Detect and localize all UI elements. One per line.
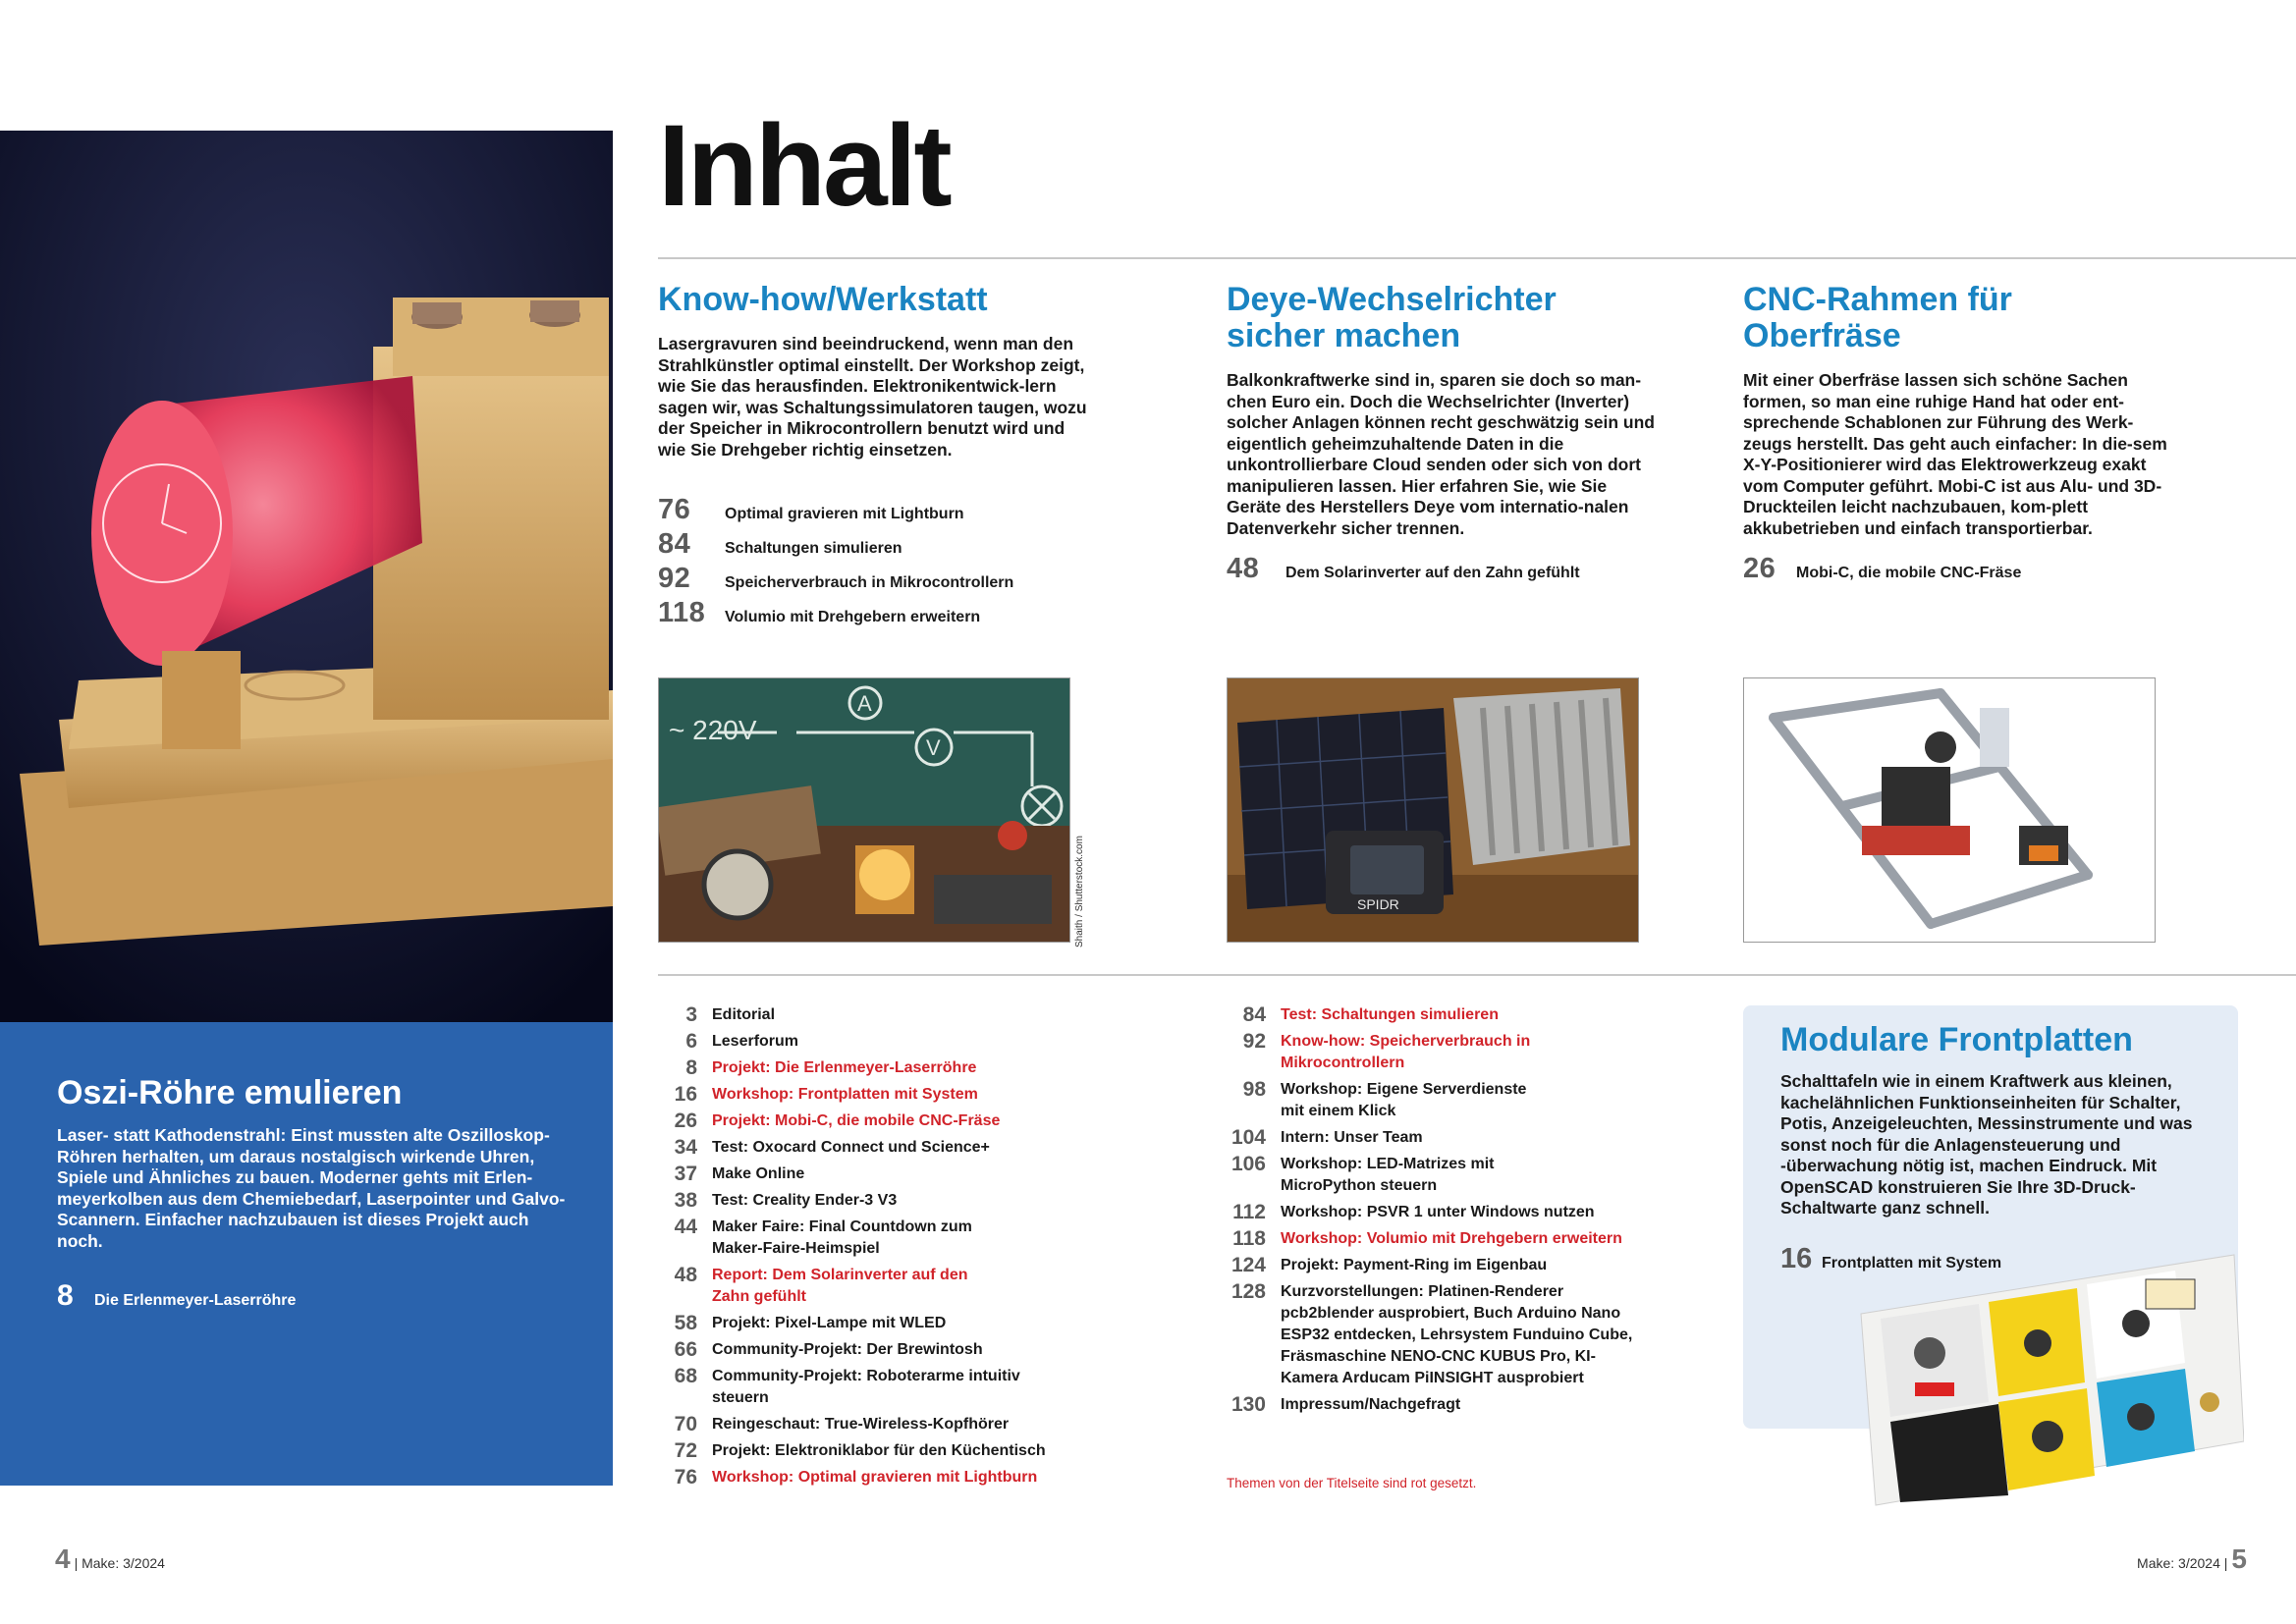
photo-front-panel [1851, 1245, 2244, 1512]
toc-row[interactable] [658, 1164, 1085, 1190]
ref-label: Schaltungen simulieren [725, 540, 902, 557]
toc-text: Projekt: Mobi-C, die mobile CNC-Fräse [712, 1112, 1001, 1129]
toc-row[interactable] [658, 1084, 1085, 1110]
chalk-ammeter: A [857, 691, 872, 716]
toc-text: Report: Dem Solarinverter auf den Zahn gefühlt [712, 1267, 968, 1305]
toc-page: 66 [674, 1338, 697, 1361]
toc-text: Intern: Unser Team [1281, 1129, 1423, 1146]
ref-page: 76 [658, 494, 691, 525]
toc-page: 68 [674, 1365, 697, 1387]
ref-page: 48 [1227, 553, 1260, 584]
toc-text: Community-Projekt: Der Brewintosh [712, 1341, 983, 1358]
section-divider [658, 974, 2296, 976]
toc-page: 3 [685, 1003, 697, 1026]
column-refs [1743, 553, 2175, 587]
column-cnc [1743, 282, 2175, 587]
modular-ref-label: Frontplatten mit System [1822, 1254, 2002, 1272]
toc-page: 76 [674, 1466, 697, 1489]
toc-text: Community-Projekt: Roboterarme intuitiv steuern [712, 1368, 1020, 1406]
toc-row[interactable] [658, 1137, 1085, 1164]
title-topics-note: Themen von der Titelseite sind rot gesetzt. [1227, 1476, 1477, 1490]
toc-page: 37 [674, 1163, 697, 1185]
toc-text: Reingeschaut: True-Wireless-Kopfhörer [712, 1416, 1010, 1433]
toc-text: Workshop: Volumio mit Drehgebern erweitern [1281, 1230, 1622, 1247]
modular-ref-page: 16 [1780, 1242, 1813, 1274]
page-ref[interactable] [1227, 553, 1659, 587]
toc-page: 72 [674, 1439, 697, 1462]
toc-row[interactable] [1227, 1154, 1654, 1202]
toc-page: 44 [674, 1216, 697, 1238]
ref-label: Optimal gravieren mit Lightburn [725, 506, 964, 522]
toc-page: 84 [1242, 1003, 1266, 1026]
footer-left [55, 1543, 165, 1575]
toc-text: Workshop: Frontplatten mit System [712, 1086, 978, 1103]
hero-page-ref[interactable] [57, 1279, 558, 1313]
toc-row[interactable] [658, 1190, 1085, 1217]
hero-teaser-box [0, 1022, 613, 1486]
column-heading: Know-how/Werkstatt [658, 281, 988, 318]
page-title: Inhalt [658, 101, 950, 231]
column-deye [1227, 282, 1659, 587]
toc-row[interactable] [658, 1057, 1085, 1084]
toc-page: 106 [1230, 1153, 1266, 1175]
toc-row[interactable] [1227, 1202, 1654, 1228]
toc-row[interactable] [658, 1366, 1085, 1414]
toc-text: Impressum/Nachgefragt [1281, 1396, 1461, 1413]
toc-row[interactable] [1227, 1127, 1654, 1154]
toc-text: Workshop: Optimal gravieren mit Lightburn [712, 1469, 1038, 1486]
hero-ref-label: Die Erlenmeyer-Laserröhre [94, 1292, 297, 1310]
column-text: Mit einer Oberfräse lassen sich schöne Sachen formen, so man eine ruhige Hand hat oder ent-sprechende Schablonen zur Führung des Werk-zeugs herstellt. Das geht auch einfacher: In die-sem X-Y-Positionierer wird das Elektrowerkzeug exakt vom Computer geführt. Mobi-C ist aus Alu- und 3D-Druckteilen leicht nachzubauen, kom-plett akkubetrieben und einfach transportierbar. [1743, 370, 2167, 538]
ref-page: 26 [1743, 553, 1777, 584]
toc-text: Workshop: LED-Matrizes mit MicroPython steuern [1281, 1156, 1495, 1194]
toc-page: 70 [674, 1413, 697, 1435]
toc-page: 6 [685, 1030, 697, 1053]
ref-label: Speicherverbrauch in Mikrocontrollern [725, 574, 1014, 591]
toc-page: 34 [674, 1136, 697, 1159]
toc-text: Know-how: Speicherverbrauch in Mikrocontrollern [1281, 1033, 1531, 1071]
ref-label: Mobi-C, die mobile CNC-Fräse [1796, 565, 2022, 581]
toc-text: Test: Schaltungen simulieren [1281, 1006, 1499, 1023]
column-refs [658, 494, 1090, 631]
toc-row[interactable] [658, 1110, 1085, 1137]
device-label: SPIDR [1357, 896, 1399, 912]
toc-text: Kurzvorstellungen: Platinen-Renderer pcb2blender ausprobiert, Buch Arduino Nano ESP32 entdecken, Lehrsystem Funduino Cube, Fräsmaschine NENO-CNC KUBUS Pro, KI-Kamera Arducam PiINSIGHT ausprobiert [1281, 1283, 1633, 1386]
page-ref[interactable] [658, 563, 1090, 597]
toc-text: Workshop: Eigene Serverdienste mit einem Klick [1281, 1081, 1527, 1119]
toc-page: 58 [674, 1312, 697, 1334]
toc-row[interactable] [1227, 1228, 1654, 1255]
toc-text: Test: Oxocard Connect und Science+ [712, 1139, 990, 1156]
toc-text: Projekt: Elektroniklabor für den Küchentisch [712, 1442, 1046, 1459]
photo-cnc-frame [1743, 677, 2156, 943]
toc-page: 38 [674, 1189, 697, 1212]
toc-left [658, 1004, 1085, 1493]
toc-text: Workshop: PSVR 1 unter Windows nutzen [1281, 1204, 1595, 1220]
toc-page: 112 [1232, 1201, 1266, 1223]
ref-page: 92 [658, 563, 691, 594]
toc-row[interactable] [658, 1031, 1085, 1057]
toc-row[interactable] [1227, 1079, 1654, 1127]
column-refs [1227, 553, 1659, 587]
hero-ref-page: 8 [57, 1279, 74, 1313]
photo-circuit-chalkboard [658, 677, 1070, 943]
toc-text: Make Online [712, 1165, 805, 1182]
toc-page: 16 [674, 1083, 697, 1106]
toc-page: 26 [674, 1110, 697, 1132]
page-ref[interactable] [658, 597, 1090, 631]
toc-row[interactable] [658, 1414, 1085, 1440]
toc-page: 104 [1230, 1126, 1266, 1149]
column-know-how [658, 282, 1090, 631]
toc-row[interactable] [1227, 1394, 1654, 1421]
toc-row[interactable] [1227, 1255, 1654, 1281]
ref-label: Volumio mit Drehgebern erweitern [725, 609, 981, 625]
toc-text: Projekt: Pixel-Lampe mit WLED [712, 1315, 947, 1331]
photo-credit-text: Shaith / Shutterstock.com [1074, 836, 1085, 947]
chalk-voltmeter: V [926, 735, 941, 760]
title-divider [658, 257, 2296, 259]
toc-right [1227, 1004, 1654, 1421]
toc-text: Projekt: Die Erlenmeyer-Laserröhre [712, 1059, 977, 1076]
modular-heading: Modulare Frontplatten [1780, 1021, 2133, 1058]
chalk-voltage: ~ 220V [669, 715, 757, 745]
footer-right-issue: Make: 3/2024 | [2137, 1555, 2228, 1571]
hero-photo [0, 131, 613, 1022]
modular-text: Schalttafeln wie in einem Kraftwerk aus kleinen, kachelähnlichen Funktionseinheiten für Schalter, Potis, Anzeigeleuchten, Messinstrumente und was sonst noch für die Anlagensteuerung und -überwachung nötig ist, machen Eindruck. Mit OpenSCAD konstruieren Sie Ihre 3D-Druck-Schaltwarte ganz schnell. [1780, 1071, 2193, 1218]
toc-page: 130 [1230, 1393, 1266, 1416]
toc-page: 92 [1242, 1030, 1266, 1053]
toc-text: Test: Creality Ender-3 V3 [712, 1192, 898, 1209]
photo-solar-inverter [1227, 677, 1639, 943]
ref-page: 84 [658, 528, 691, 560]
toc-page: 124 [1230, 1254, 1266, 1276]
page-ref[interactable] [658, 494, 1090, 528]
column-heading: Deye-Wechselrichter sicher machen [1227, 281, 1557, 354]
toc-text: Leserforum [712, 1033, 799, 1050]
column-text: Balkonkraftwerke sind in, sparen sie doch so man-chen Euro ein. Doch die Wechselrichter (Inverter) solcher Anlagen können recht geschwätzig sein und eigentlich geheimzuhaltende Daten in die unkontrollierbare Cloud senden oder sich von dort manipulieren lassen. Hier erfahren Sie, wie Sie Geräte des Herstellers Deye vom internatio-nalen Datenverkehr sicher trennen. [1227, 370, 1655, 538]
footer-right-page: 5 [2231, 1543, 2247, 1574]
toc-row[interactable] [658, 1339, 1085, 1366]
toc-row[interactable] [658, 1217, 1085, 1265]
toc-row[interactable] [658, 1265, 1085, 1313]
toc-text: Projekt: Payment-Ring im Eigenbau [1281, 1257, 1548, 1273]
toc-row[interactable] [658, 1440, 1085, 1467]
toc-row[interactable] [658, 1004, 1085, 1031]
hero-heading: Oszi-Röhre emulieren [57, 1074, 403, 1111]
ref-label: Dem Solarinverter auf den Zahn gefühlt [1285, 565, 1580, 581]
toc-row[interactable] [658, 1313, 1085, 1339]
column-heading: CNC-Rahmen für Oberfräse [1743, 281, 2012, 354]
footer-right [2137, 1543, 2247, 1575]
toc-page: 128 [1230, 1280, 1266, 1303]
footer-left-page: 4 [55, 1543, 71, 1574]
column-text: Lasergravuren sind beeindruckend, wenn man den Strahlkünstler optimal einstellt. Der Workshop zeigt, wie Sie das herausfinden. Elektronikentwick-lern sagen wir, was Schaltungssimulatoren taugen, wozu der Speicher in Mikrocontrollern benutzt wird und wie Sie Drehgeber richtig einsetzen. [658, 334, 1087, 460]
page-ref[interactable] [1743, 553, 2175, 587]
toc-page: 118 [1232, 1227, 1266, 1250]
toc-row[interactable] [1227, 1004, 1654, 1031]
toc-page: 8 [685, 1056, 697, 1079]
toc-row[interactable] [1227, 1031, 1654, 1079]
footer-left-issue: | Make: 3/2024 [74, 1555, 165, 1571]
toc-text: Maker Faire: Final Countdown zum Maker-Faire-Heimspiel [712, 1218, 972, 1257]
toc-row[interactable] [658, 1467, 1085, 1493]
ref-page: 118 [658, 597, 706, 628]
page-ref[interactable] [658, 528, 1090, 563]
toc-page: 48 [674, 1264, 697, 1286]
toc-text: Editorial [712, 1006, 776, 1023]
toc-page: 98 [1242, 1078, 1266, 1101]
hero-text: Laser- statt Kathodenstrahl: Einst mussten alte Oszilloskop-Röhren herhalten, um daraus nostalgisch wirkende Uhren, Spiele und Ähnliches zu bauen. Moderner gehts mit Erlen-meyerkolben aus dem Chemiebedarf, Laserpointer und Galvo-Scannern. Einfacher nachzubauen ist dieses Projekt auch noch. [57, 1125, 566, 1251]
toc-row[interactable] [1227, 1281, 1654, 1394]
